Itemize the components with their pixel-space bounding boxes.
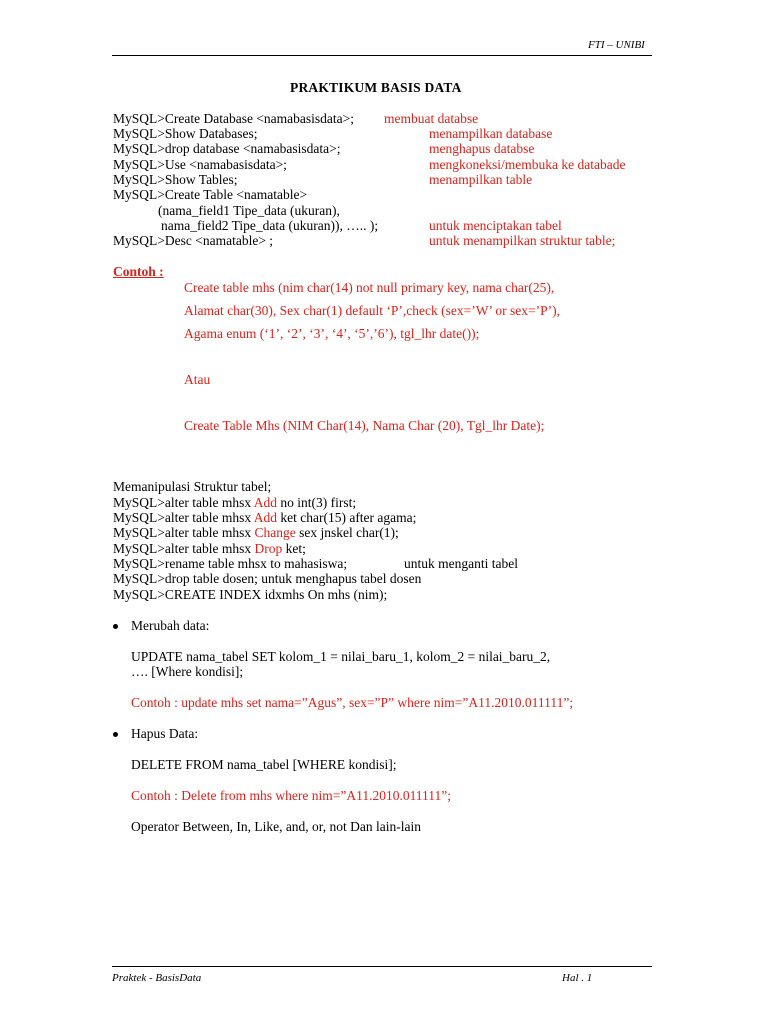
cmd-create-table: MySQL>Create Table <namatable> bbox=[113, 187, 308, 202]
rename-desc: untuk menganti tabel bbox=[404, 556, 518, 571]
cmd-drop-database: MySQL>drop database <namabasisdata>; bbox=[113, 141, 341, 156]
contoh-alt: Create Table Mhs (NIM Char(14), Nama Char (20), Tgl_lhr Date); bbox=[184, 418, 545, 433]
update-line-2: …. [Where kondisi]; bbox=[131, 664, 244, 679]
update-label: Merubah data: bbox=[131, 618, 210, 633]
desc-show-tables: menampilkan table bbox=[429, 172, 533, 187]
hapus-label: Hapus Data: bbox=[131, 726, 199, 741]
hapus-contoh: Contoh : Delete from mhs where nim=”A11.2010.011111”; bbox=[131, 788, 452, 803]
contoh-atau: Atau bbox=[184, 372, 211, 387]
hapus-operator: Operator Between, In, Like, and, or, not Dan lain-lain bbox=[131, 819, 421, 834]
alter-pre: MySQL>alter table mhsx bbox=[113, 510, 254, 525]
alter-pre: MySQL>alter table mhsx bbox=[113, 495, 254, 510]
contoh-label: Contoh : bbox=[113, 264, 164, 279]
rename-cmd: MySQL>rename table mhsx to mahasiswa; bbox=[113, 556, 348, 571]
desc-use: mengkoneksi/membuka ke databade bbox=[429, 157, 626, 172]
alter-keyword: Add bbox=[253, 510, 277, 525]
alter-keyword: Add bbox=[253, 495, 277, 510]
alter-line-1 bbox=[113, 495, 356, 511]
create-index-cmd: MySQL>CREATE INDEX idxmhs On mhs (nim); bbox=[113, 587, 388, 602]
cmd-field1: (nama_field1 Tipe_data (ukuran), bbox=[158, 203, 340, 218]
page-title: PRAKTIKUM BASIS DATA bbox=[290, 80, 462, 95]
footer-left: Praktek - BasisData bbox=[112, 972, 202, 984]
alter-post: ket char(15) after agama; bbox=[276, 510, 417, 525]
alter-post: no int(3) first; bbox=[276, 495, 357, 510]
desc-create-table: untuk menciptakan tabel bbox=[429, 218, 562, 233]
contoh-line-1: Create table mhs (nim char(14) not null primary key, nama char(25), bbox=[184, 280, 555, 295]
alter-line-4 bbox=[113, 541, 306, 557]
cmd-show-tables: MySQL>Show Tables; bbox=[113, 172, 238, 187]
contoh-line-2: Alamat char(30), Sex char(1) default ‘P’,check (sex=’W’ or sex=’P’), bbox=[184, 303, 560, 318]
desc-show-databases: menampilkan database bbox=[429, 126, 553, 141]
update-contoh: Contoh : update mhs set nama=”Agus”, sex=”P” where nim=”A11.2010.011111”; bbox=[131, 695, 574, 710]
drop-table-cmd: MySQL>drop table dosen; untuk menghapus tabel dosen bbox=[113, 571, 422, 586]
cmd-create-database: MySQL>Create Database <namabasisdata>; bbox=[113, 111, 355, 126]
header-rule bbox=[112, 55, 652, 56]
contoh-line-3: Agama enum (‘1’, ‘2’, ‘3’, ‘4’, ‘5’,’6’), tgl_lhr date()); bbox=[184, 326, 480, 341]
alter-keyword: Drop bbox=[254, 541, 283, 556]
hapus-line-1: DELETE FROM nama_tabel [WHERE kondisi]; bbox=[131, 757, 397, 772]
header-text: FTI – UNIBI bbox=[588, 39, 645, 51]
bullet-icon bbox=[113, 624, 118, 629]
alter-post: ket; bbox=[282, 541, 306, 556]
footer-rule bbox=[112, 966, 652, 967]
cmd-desc: MySQL>Desc <namatable> ; bbox=[113, 233, 274, 248]
desc-create-database: membuat databse bbox=[384, 111, 479, 126]
bullet-icon bbox=[113, 732, 118, 737]
update-line-1: UPDATE nama_tabel SET kolom_1 = nilai_baru_1, kolom_2 = nilai_baru_2, bbox=[131, 649, 551, 664]
cmd-field2: nama_field2 Tipe_data (ukuran)), ….. ); bbox=[161, 218, 379, 233]
desc-drop-database: menghapus databse bbox=[429, 141, 535, 156]
alter-keyword: Change bbox=[254, 525, 296, 540]
manipulasi-heading: Memanipulasi Struktur tabel; bbox=[113, 479, 272, 494]
alter-pre: MySQL>alter table mhsx bbox=[113, 541, 255, 556]
alter-line-3 bbox=[113, 525, 399, 541]
desc-desc: untuk menampilkan struktur table; bbox=[429, 233, 616, 248]
alter-post: sex jnskel char(1); bbox=[295, 525, 399, 540]
alter-line-2 bbox=[113, 510, 416, 526]
footer-page-number: Hal . 1 bbox=[562, 972, 593, 984]
alter-pre: MySQL>alter table mhsx bbox=[113, 525, 255, 540]
cmd-use: MySQL>Use <namabasisdata>; bbox=[113, 157, 287, 172]
cmd-show-databases: MySQL>Show Databases; bbox=[113, 126, 258, 141]
